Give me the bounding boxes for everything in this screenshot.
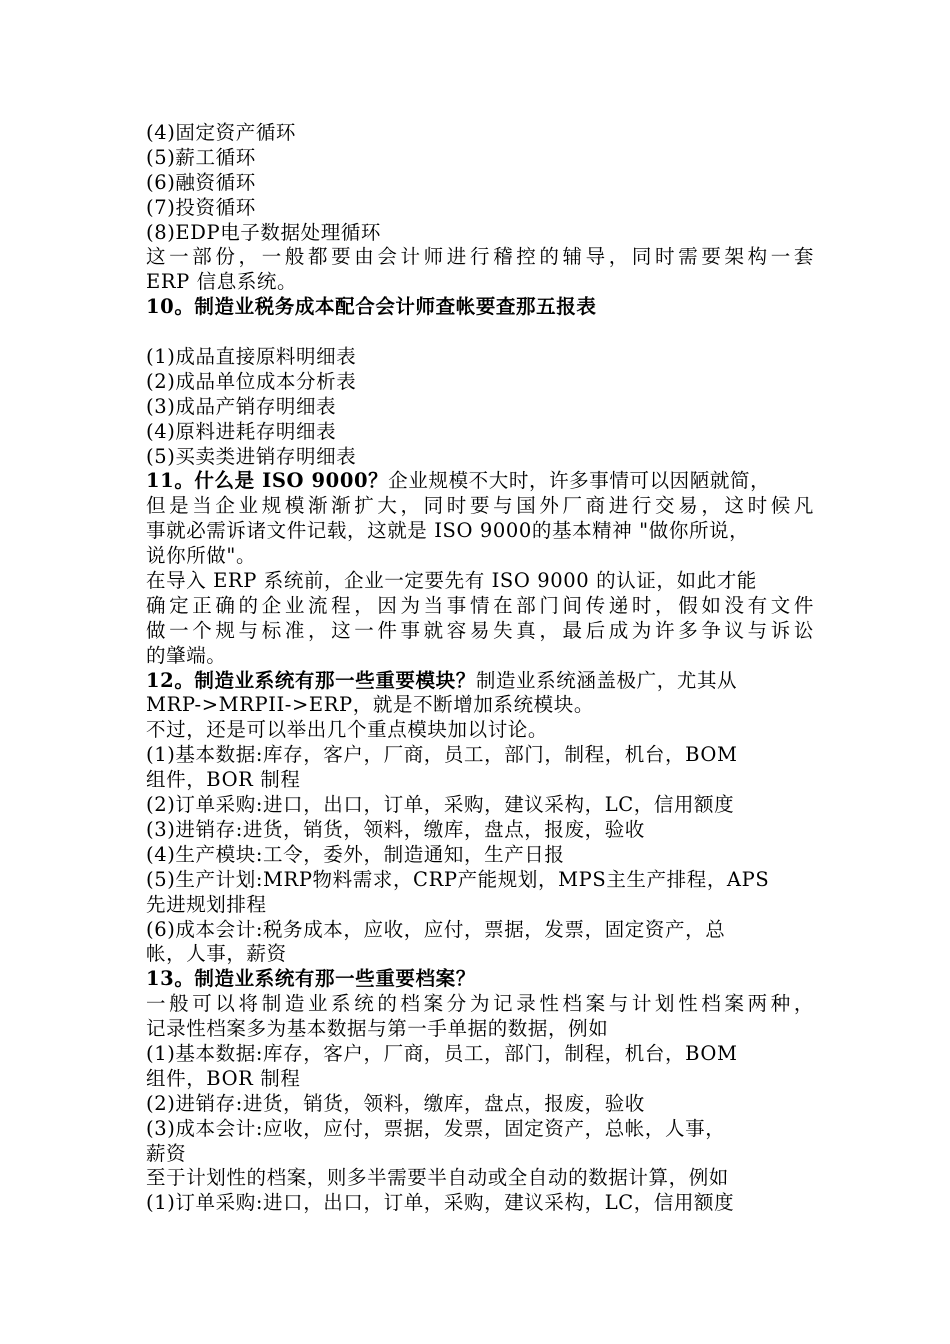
- text-line: (2)成品单位成本分析表: [146, 369, 357, 393]
- text-line: 一般可以将制造业系统的档案分为记录性档案与计划性档案两种，: [146, 992, 814, 1016]
- text-line: 组件，BOR 制程: [146, 1066, 301, 1090]
- text-line: ERP 信息系统。: [146, 270, 298, 294]
- text-run: 企业规模不大时，许多事情可以因陋就简，: [388, 469, 771, 493]
- text-line: (1)基本数据:库存，客户，厂商，员工，部门，制程，机台，BOM: [146, 1041, 738, 1065]
- text-line: 帐，人事，薪资: [146, 942, 287, 966]
- text-line: (6)融资循环: [146, 170, 256, 194]
- text-line: [146, 469, 814, 494]
- text-line: (5)薪工循环: [146, 145, 256, 169]
- text-line: 确定正确的企业流程，因为当事情在部门间传递时，假如没有文件: [146, 593, 814, 617]
- text-line: (3)进销存:进货，销货，领料，缴库，盘点，报废，验收: [146, 817, 645, 841]
- section-heading: 11。什么是 ISO 9000？: [146, 469, 389, 493]
- text-line: (6)成本会计:税务成本，应收，应付，票据，发票，固定资产，总: [146, 917, 726, 941]
- section-heading: 12。制造业系统有那一些重要模块？: [146, 668, 476, 692]
- text-line: 的肇端。: [146, 643, 227, 667]
- text-line: 说你所做"。: [146, 544, 257, 568]
- text-line: 记录性档案多为基本数据与第一手单据的数据，例如: [146, 1017, 609, 1041]
- text-line: 至于计划性的档案，则多半需要半自动或全自动的数据计算，例如: [146, 1166, 729, 1190]
- text-line: 做一个规与标准，这一件事就容易失真，最后成为许多争议与诉讼: [146, 618, 814, 642]
- document-page: [146, 121, 814, 1216]
- text-line: (1)订单采购:进口，出口，订单，采购，建议采构，LC，信用额度: [146, 1191, 735, 1215]
- section-heading: 10。制造业税务成本配合会计师查帐要查那五报表: [146, 295, 597, 319]
- text-line: (4)原料进耗存明细表: [146, 419, 337, 443]
- text-line: 但是当企业规模渐渐扩大，同时要与国外厂商进行交易，这时候凡: [146, 494, 814, 518]
- blank-line: [146, 320, 814, 345]
- text-line: (2)订单采购:进口，出口，订单，采购，建议采构，LC，信用额度: [146, 793, 735, 817]
- text-line: 不过，还是可以举出几个重点模块加以讨论。: [146, 718, 549, 742]
- text-run: 制造业系统涵盖极广，尤其从: [475, 668, 738, 692]
- text-line: (8)EDP电子数据处理循环: [146, 220, 382, 244]
- text-line: (5)生产计划:MRP物料需求，CRP产能规划，MPS主生产排程，APS: [146, 867, 770, 891]
- text-line: (3)成品产销存明细表: [146, 394, 337, 418]
- section-heading: 13。制造业系统有那一些重要档案？: [146, 967, 476, 991]
- text-line: (4)固定资产循环: [146, 121, 297, 144]
- text-line: (1)基本数据:库存，客户，厂商，员工，部门，制程，机台，BOM: [146, 743, 738, 767]
- text-line: (4)生产模块:工令，委外，制造通知，生产日报: [146, 842, 565, 866]
- text-line: 组件，BOR 制程: [146, 768, 301, 792]
- text-line: (7)投资循环: [146, 195, 256, 219]
- text-line: 在导入 ERP 系统前，企业一定要先有 ISO 9000 的认证，如此才能: [146, 569, 757, 593]
- text-line: 事就必需诉诸文件记载，这就是 ISO 9000的基本精神 "做你所说，: [146, 519, 750, 543]
- text-line: 先进规划排程: [146, 892, 267, 916]
- text-line: [146, 669, 814, 694]
- text-line: (2)进销存:进货，销货，领料，缴库，盘点，报废，验收: [146, 1091, 645, 1115]
- text-line: (3)成本会计:应收，应付，票据，发票，固定资产，总帐，人事，: [146, 1116, 726, 1140]
- text-line: (5)买卖类进销存明细表: [146, 444, 357, 468]
- text-line: (1)成品直接原料明细表: [146, 345, 357, 369]
- text-line: MRP->MRPII->ERP，就是不断增加系统模块。: [146, 693, 594, 717]
- text-line: 薪资: [146, 1141, 187, 1165]
- text-line: 这一部份，一般都要由会计师进行稽控的辅导，同时需要架构一套: [146, 245, 814, 269]
